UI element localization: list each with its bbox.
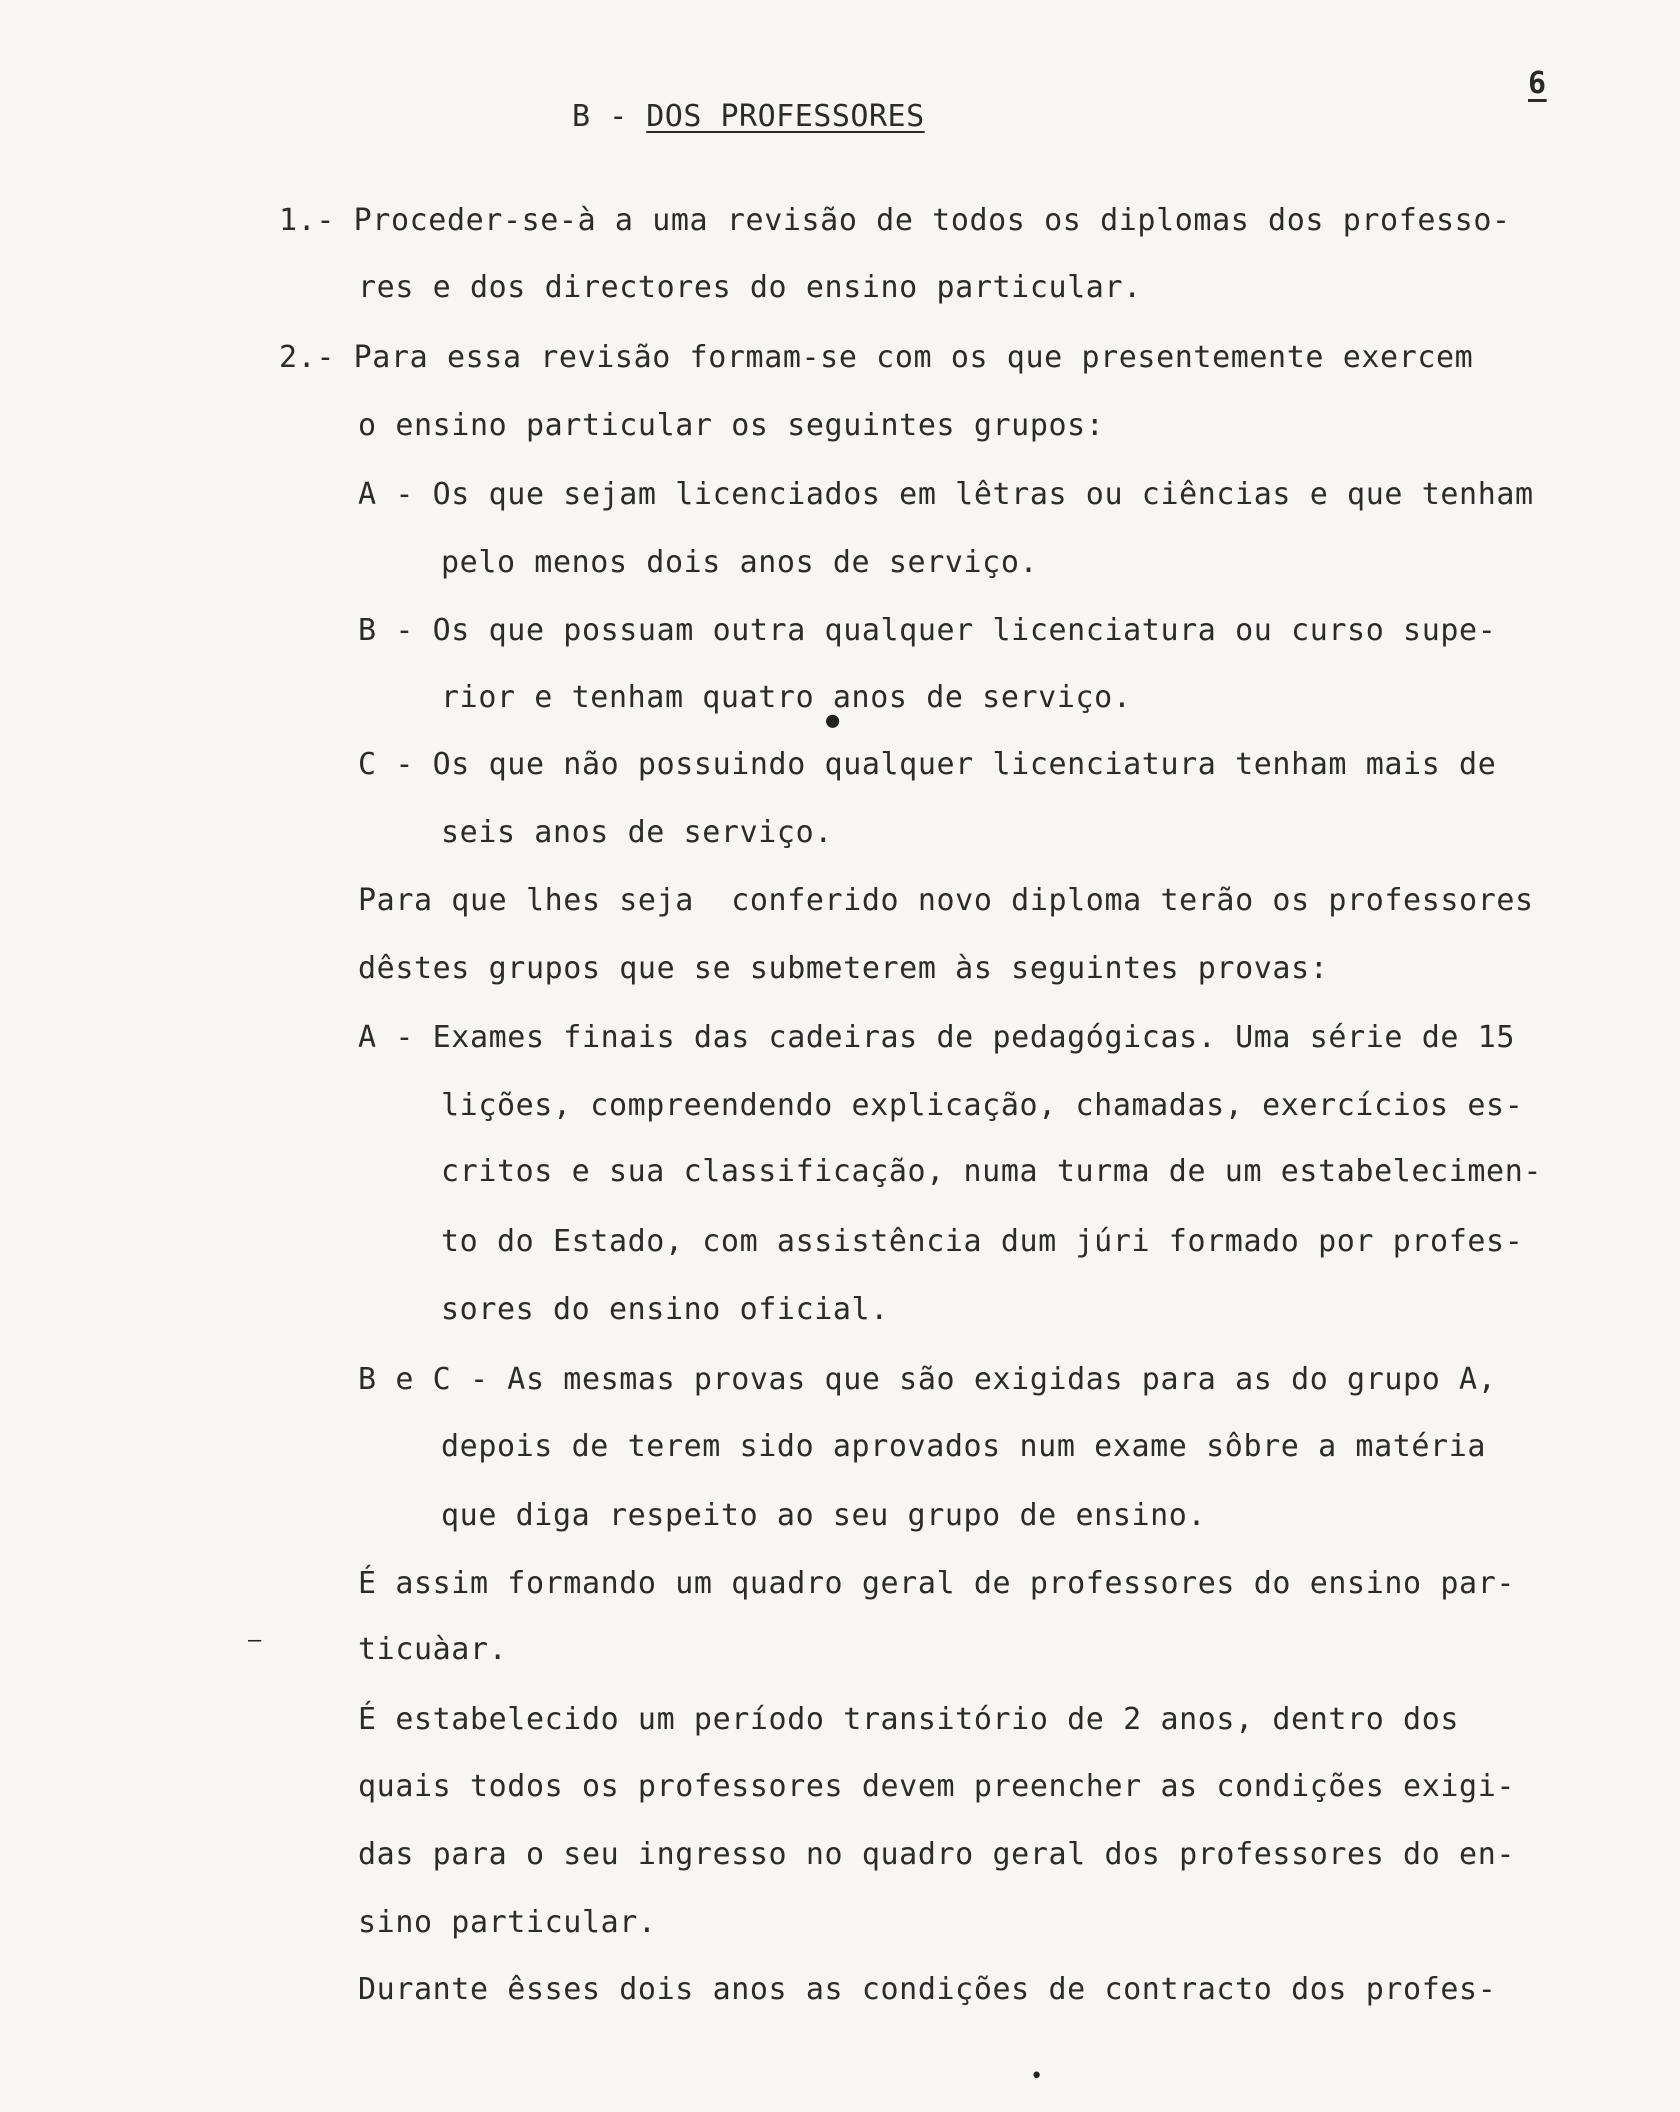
text-line: ticuàar. [358, 1632, 508, 1667]
text-line: Durante êsses dois anos as condições de contracto dos profes- [358, 1972, 1497, 2007]
ink-spot: • [1030, 2064, 1044, 2089]
text-line: rior e tenham quatro anos de serviço. [441, 680, 1132, 715]
text-line: B - Os que possuam outra qualquer licenciatura ou curso supe- [358, 613, 1497, 648]
page-number: 6 [1528, 66, 1547, 101]
ink-dash: — [248, 1628, 262, 1653]
text-line: pelo menos dois anos de serviço. [441, 545, 1039, 580]
text-line: lições, compreendendo explicação, chamadas, exercícios es- [441, 1088, 1524, 1123]
text-line: quais todos os professores devem preencher as condições exigi- [358, 1769, 1516, 1804]
text-line: o ensino particular os seguintes grupos: [358, 408, 1105, 443]
ink-spot: ● [826, 708, 840, 733]
text-line: B e C - As mesmas provas que são exigidas para as do grupo A, [358, 1362, 1497, 1397]
text-line: dêstes grupos que se submeterem às seguintes provas: [358, 951, 1329, 986]
text-line: sores do ensino oficial. [441, 1292, 889, 1327]
section-title [572, 97, 925, 137]
section-letter: B - [572, 99, 647, 134]
text-line: sino particular. [358, 1905, 657, 1940]
text-line: A - Os que sejam licenciados em lêtras ou ciências e que tenham [358, 477, 1534, 512]
text-line: to do Estado, com assistência dum júri formado por profes- [441, 1224, 1524, 1259]
text-line: 1.- Proceder-se-à a uma revisão de todos os diplomas dos professo- [279, 203, 1511, 238]
text-line: 2.- Para essa revisão formam-se com os que presentemente exercem [279, 340, 1474, 375]
text-line: das para o seu ingresso no quadro geral dos professores do en- [358, 1837, 1516, 1872]
text-line: A - Exames finais das cadeiras de pedagógicas. Uma série de 15 [358, 1020, 1516, 1055]
text-line: critos e sua classificação, numa turma de um estabelecimen- [441, 1154, 1543, 1189]
text-line: seis anos de serviço. [441, 815, 833, 850]
text-line: que diga respeito ao seu grupo de ensino. [441, 1498, 1207, 1533]
text-line: É estabelecido um período transitório de 2 anos, dentro dos [358, 1702, 1460, 1737]
text-line: É assim formando um quadro geral de professores do ensino par- [358, 1566, 1516, 1601]
text-line: Para que lhes seja conferido novo diploma terão os professores [358, 883, 1534, 918]
section-heading: DOS PROFESSORES [646, 99, 925, 134]
text-line: res e dos directores do ensino particular. [358, 270, 1142, 305]
text-line: C - Os que não possuindo qualquer licenciatura tenham mais de [358, 747, 1497, 782]
text-line: depois de terem sido aprovados num exame sôbre a matéria [441, 1429, 1487, 1464]
